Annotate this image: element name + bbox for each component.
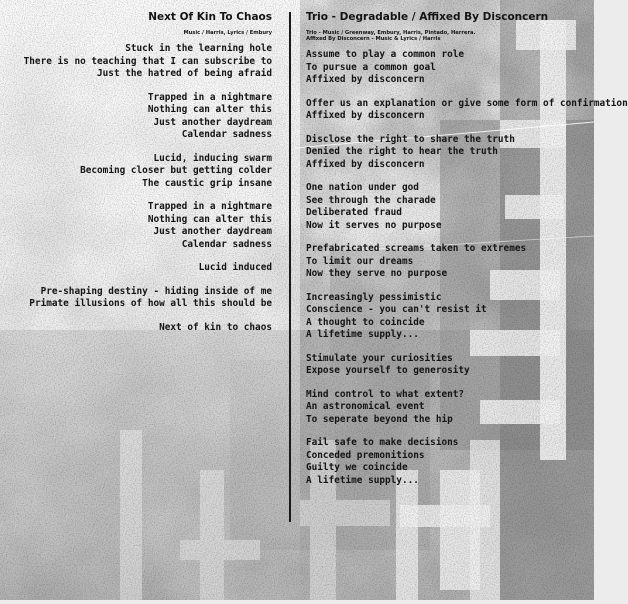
right-lyric-line: Prefabricated screams taken to extremes <box>306 243 527 255</box>
right-song-title: Trio - Degradable / Affixed By Disconcern <box>306 11 549 23</box>
right-lyric-line: Conscience - you can't resist it <box>306 304 487 316</box>
left-lyric-line: Calendar sadness <box>181 238 272 250</box>
left-lyric-line: Calendar sadness <box>181 129 272 141</box>
left-lyric-line: Lucid, inducing swarm <box>153 152 272 164</box>
right-lyric-line: A lifetime supply... <box>306 474 419 486</box>
left-stanza <box>0 201 272 251</box>
left-song-title: Next Of Kin To Chaos <box>148 11 272 23</box>
left-stanza <box>0 43 272 81</box>
right-song-credits <box>306 30 594 42</box>
right-lyric-line: Disclose the right to share the truth <box>306 133 515 145</box>
left-lyric-line: Pre-shaping destiny - hiding inside of me <box>40 285 272 297</box>
right-lyric-line: Stimulate your curiosities <box>306 352 453 364</box>
right-lyric-line: Guilty we coincide <box>306 462 408 474</box>
left-lyric-line: Just the hatred of being afraid <box>97 68 272 80</box>
left-lyric-line: Nothing can alter this <box>147 213 272 225</box>
left-song-lyrics <box>0 43 272 334</box>
left-stanza <box>0 92 272 142</box>
right-stanza <box>306 243 594 281</box>
left-song-credits: Music / Harris, Lyrics / Embury <box>183 30 272 36</box>
column-divider <box>289 12 291 522</box>
right-lyric-line: Affixed by disconcern <box>306 110 425 122</box>
left-lyric-line: There is no teaching that I can subscribe to <box>23 55 272 67</box>
left-stanza <box>0 286 272 311</box>
left-lyric-line: Primate illusions of how all this should be <box>29 298 272 310</box>
right-lyric-line: To seperate beyond the hip <box>306 413 453 425</box>
right-lyric-line: See through the charade <box>306 194 436 206</box>
left-lyric-line: Nothing can alter this <box>147 104 272 116</box>
right-lyric-line: Mind control to what extent? <box>306 388 465 400</box>
right-lyric-line: Expose yourself to generosity <box>306 365 470 377</box>
right-lyric-line: Affixed by disconcern <box>306 74 425 86</box>
right-lyric-line: An astronomical event <box>306 401 425 413</box>
right-stanza <box>306 389 594 427</box>
right-lyric-line: Assume to play a common role <box>306 49 465 61</box>
right-lyric-line: Denied the right to hear the truth <box>306 146 498 158</box>
left-lyric-line: Stuck in the learning hole <box>125 43 272 55</box>
right-stanza <box>306 292 594 342</box>
right-lyric-line: To limit our dreams <box>306 255 414 267</box>
left-stanza <box>0 262 272 275</box>
right-stanza <box>306 353 594 378</box>
right-lyric-line: To pursue a common goal <box>306 61 436 73</box>
right-lyric-line: Deliberated fraud <box>306 207 402 219</box>
right-lyric-line: Increasingly pessimistic <box>306 291 442 303</box>
right-stanza <box>306 437 594 487</box>
right-lyric-line: Conceded premonitions <box>306 449 425 461</box>
right-lyric-line: Now they serve no purpose <box>306 268 448 280</box>
left-lyric-line: Just another daydream <box>153 116 272 128</box>
left-lyric-line: Just another daydream <box>153 226 272 238</box>
left-lyric-line: Lucid induced <box>198 262 272 274</box>
right-stanza <box>306 182 594 232</box>
right-song-lyrics <box>306 49 628 487</box>
left-lyric-line: Next of kin to chaos <box>159 321 272 333</box>
left-lyric-line: Becoming closer but getting colder <box>80 165 272 177</box>
left-stanza <box>0 153 272 191</box>
right-song-credits-line: Affixed By Disconcern - Music & Lyrics / Harris <box>306 36 441 43</box>
right-lyric-line: Now it serves no purpose <box>306 219 442 231</box>
right-lyric-line: A thought to coincide <box>306 316 425 328</box>
right-stanza <box>306 97 628 123</box>
right-lyric-line: Offer us an explanation or give some form of confirmation <box>306 97 628 109</box>
right-song-credits-line: Trio - Music / Greenway, Embury, Harris, Pintado, Herrera. <box>306 30 476 36</box>
left-lyric-line: The caustic grip insane <box>142 177 272 189</box>
right-lyric-line: Affixed by disconcern <box>306 158 425 170</box>
right-lyric-line: A lifetime supply... <box>306 329 419 341</box>
right-stanza <box>306 49 594 87</box>
left-stanza <box>0 322 272 335</box>
left-lyric-line: Trapped in a nightmare <box>147 201 272 213</box>
left-lyric-line: Trapped in a nightmare <box>147 91 272 103</box>
right-lyric-line: One nation under god <box>306 182 419 194</box>
right-song-column <box>306 10 628 498</box>
right-lyric-line: Fail safe to make decisions <box>306 437 459 449</box>
right-stanza <box>306 134 594 172</box>
left-song-column <box>0 10 272 345</box>
